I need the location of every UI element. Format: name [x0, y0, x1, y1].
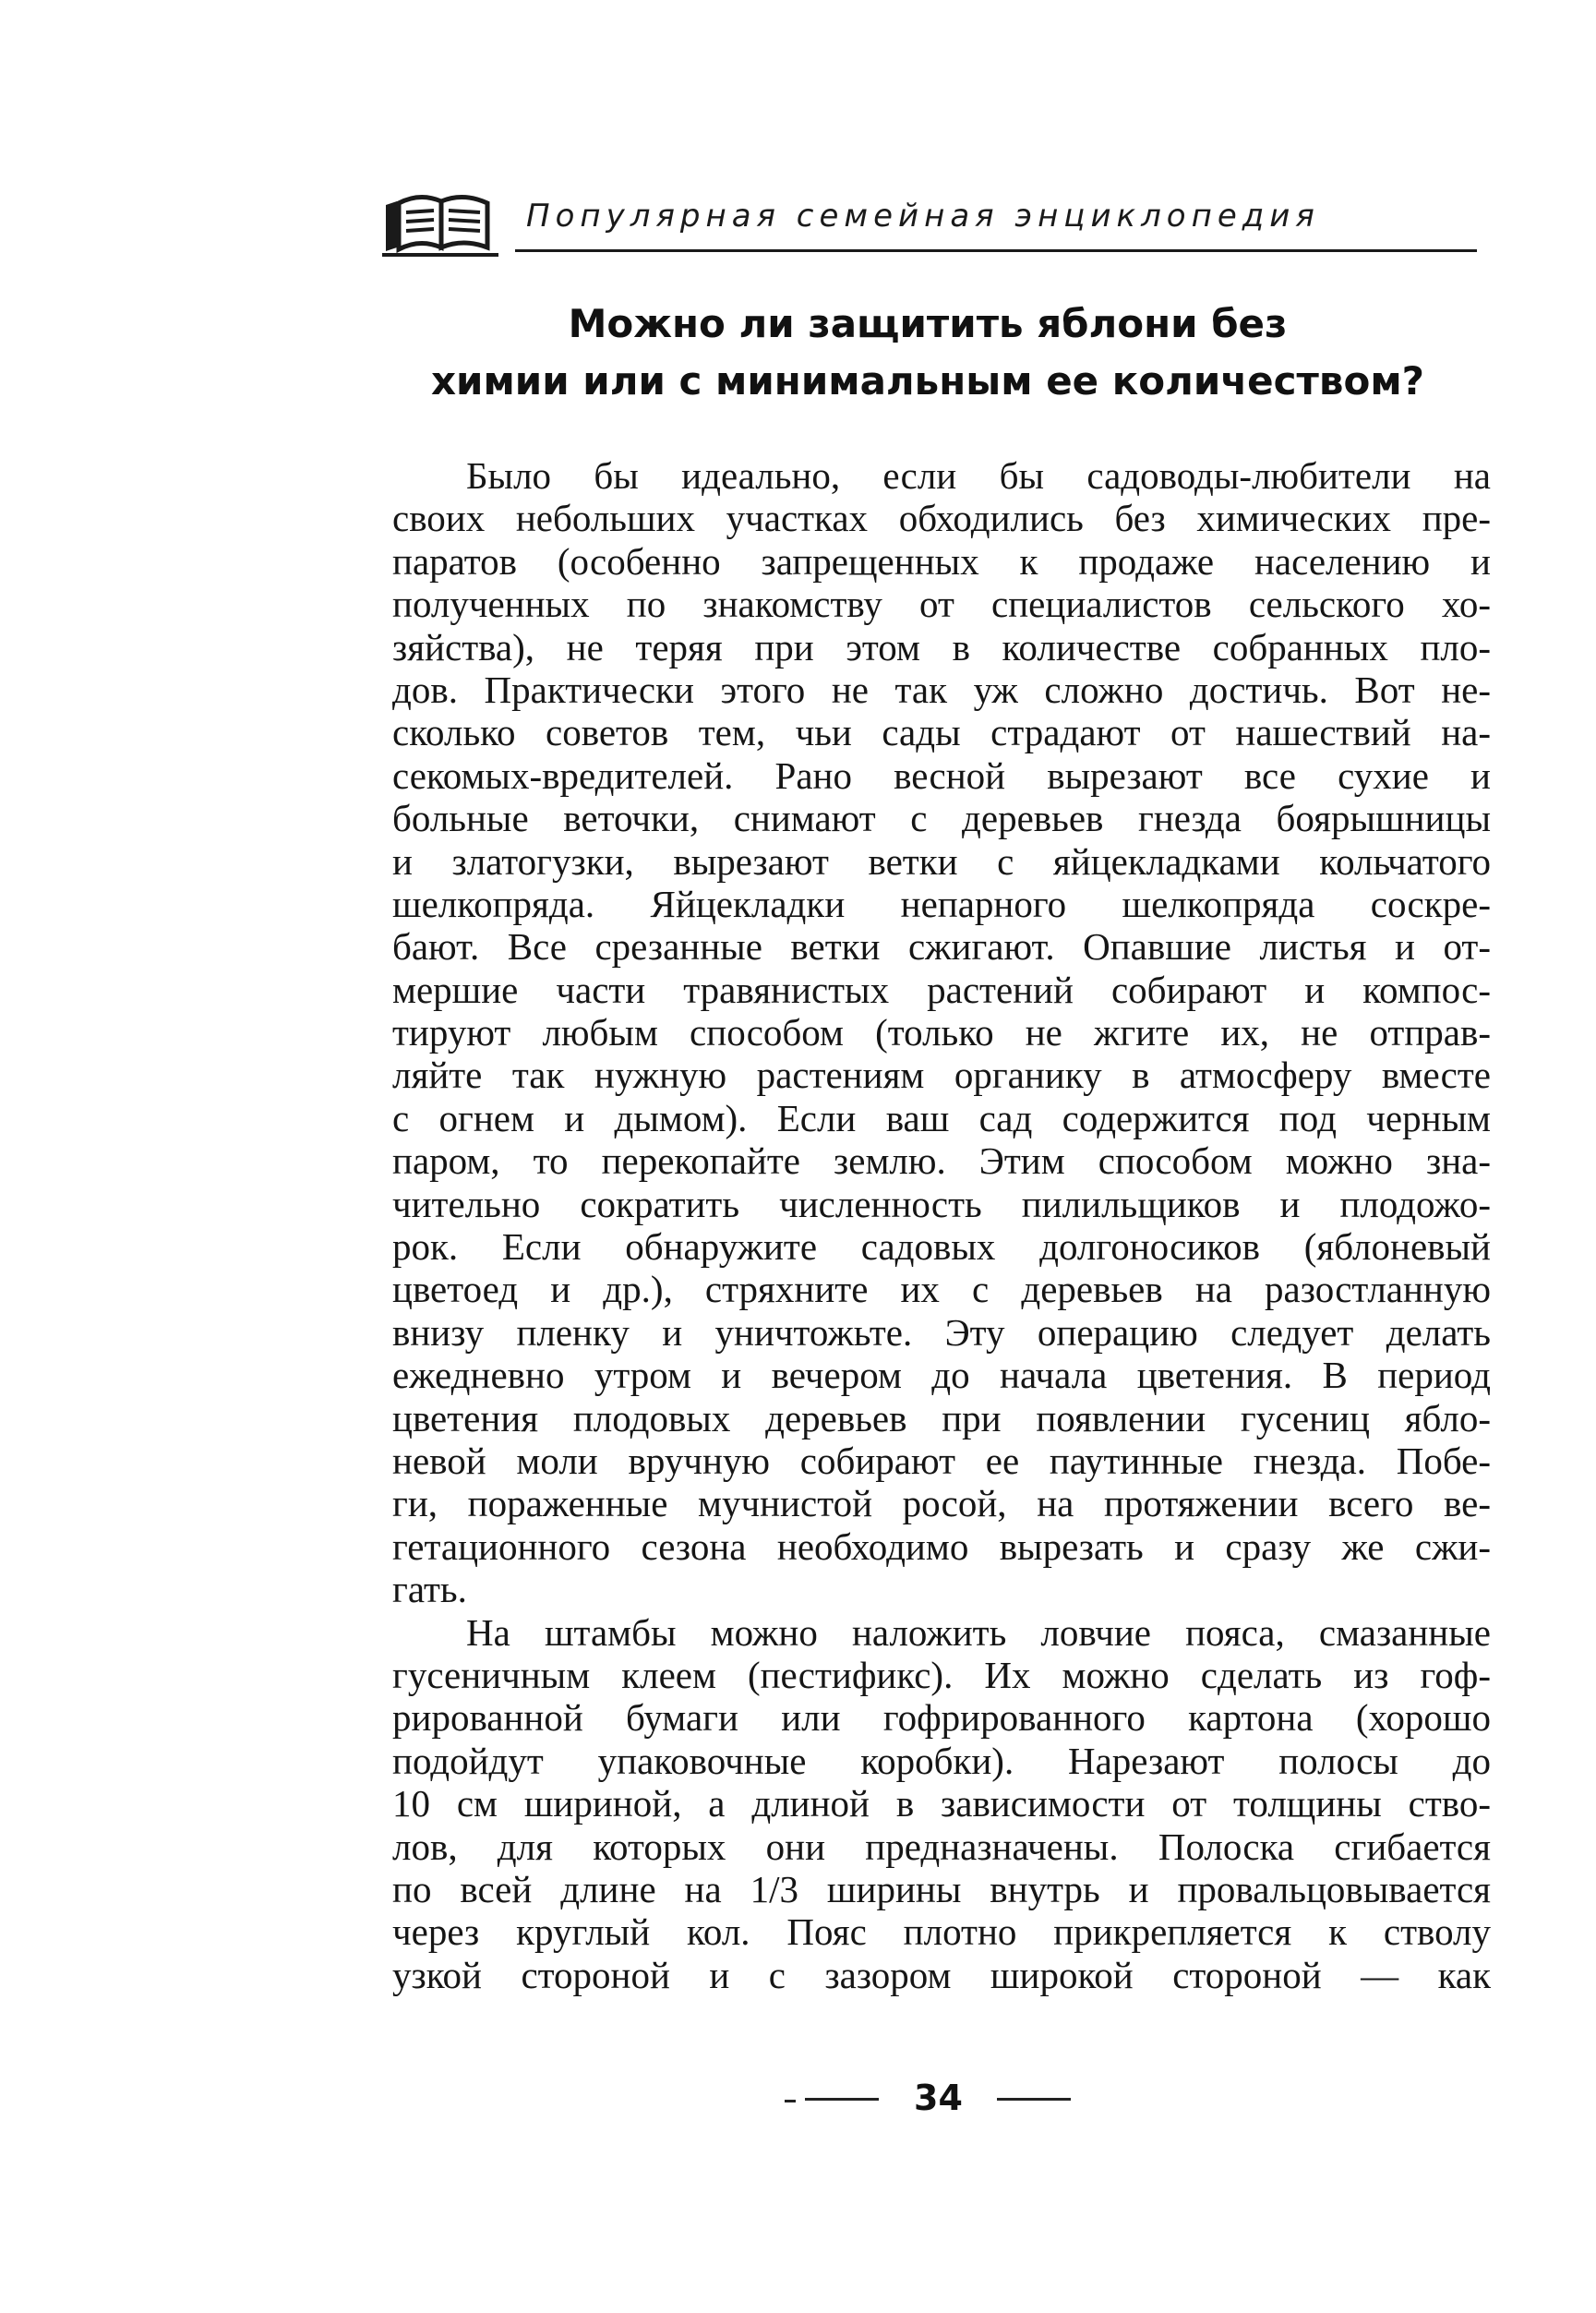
text-line: рированной бумаги или гофрированного картона (хорошо [392, 1696, 1491, 1740]
text-line: 10 см шириной, а длиной в зависимости от толщины ство- [392, 1782, 1491, 1825]
text-line: цветения плодовых деревьев при появлении гусениц ябло- [392, 1396, 1491, 1440]
text-line: полученных по знакомству от специалистов сельского хо- [392, 583, 1491, 626]
text-line: с огнем и дымом). Если ваш сад содержится под черным [392, 1096, 1491, 1139]
text-line: лов, для которых они предназначены. Полоска сгибается [392, 1825, 1491, 1868]
open-book-icon [378, 185, 508, 259]
text-line: невой моли вручную собирают ее паутинные гнезда. Побе- [392, 1439, 1491, 1482]
text-line: тируют любым способом (только не жгите их, не отправ- [392, 1011, 1491, 1054]
footer-dash [997, 2098, 1071, 2101]
text-line: сколько советов тем, чьи сады страдают от нашествий на- [392, 711, 1491, 754]
footer-dash [805, 2098, 879, 2101]
text-line: внизу пленку и уничтожьте. Эту операцию следует делать [392, 1310, 1491, 1354]
article-title [378, 295, 1477, 410]
header-rule [515, 249, 1477, 252]
footer-dash [785, 2100, 796, 2102]
text-line: гусеничным клеем (пестификс). Их можно сделать из гоф- [392, 1653, 1491, 1696]
article-body [392, 454, 1491, 1996]
text-line: подойдут упаковочные коробки). Нарезают полосы до [392, 1739, 1491, 1782]
text-line: гетационного сезона необходимо вырезать и сразу же сжи- [392, 1524, 1491, 1568]
page-footer [785, 2078, 1080, 2124]
text-line: дов. Практически этого не так уж сложно достичь. Вот не- [392, 668, 1491, 711]
text-line: больные веточки, снимают с деревьев гнезда боярышницы [392, 797, 1491, 840]
page-number: 34 [914, 2078, 963, 2118]
text-line: через круглый кол. Пояс плотно прикрепляется к стволу [392, 1910, 1491, 1954]
text-line: своих небольших участках обходились без химических пре- [392, 497, 1491, 540]
text-line: рок. Если обнаружите садовых долгоносиков (яблоневый [392, 1225, 1491, 1269]
text-line: секомых-вредителей. Рано весной вырезают все сухие и [392, 753, 1491, 797]
text-line: мершие части травянистых растений собирают и компос- [392, 968, 1491, 1011]
article-title-line: химии или с минимальным ее количеством? [430, 358, 1425, 404]
text-line: зяйства), не теряя при этом в количестве собранных пло- [392, 625, 1491, 669]
text-line: узкой стороной и с зазором широкой стороной — как [392, 1953, 1491, 1996]
text-line: Было бы идеально, если бы садоводы-любители на [466, 454, 1491, 497]
text-line: по всей длине на 1/3 ширины внутрь и провальцовывается [392, 1867, 1491, 1910]
text-line: ги, пораженные мучнистой росой, на протяжении всего ве- [392, 1482, 1491, 1525]
running-header [378, 185, 1477, 259]
text-line: цветоед и др.), стряхните их с деревьев на разостланную [392, 1268, 1491, 1311]
series-title: Популярная семейная энциклопедия [526, 198, 1320, 235]
text-line: На штамбы можно наложить ловчие пояса, смазанные [466, 1610, 1491, 1654]
text-line: ляйте так нужную растениям органику в атмосферу вместе [392, 1054, 1491, 1097]
text-line: шелкопряда. Яйцекладки непарного шелкопряда соскре- [392, 882, 1491, 925]
text-line: ежедневно утром и вечером до начала цветения. В период [392, 1354, 1491, 1397]
text-line: паратов (особенно запрещенных к продаже населению и [392, 539, 1491, 583]
article-title-line: Можно ли защитить яблони без [568, 301, 1288, 346]
text-line: и златогузки, вырезают ветки с яйцекладками кольчатого [392, 839, 1491, 883]
text-line: чительно сократить численность пилильщиков и плодожо- [392, 1182, 1491, 1225]
text-line: паром, то перекопайте землю. Этим способом можно зна- [392, 1139, 1491, 1183]
text-line: бают. Все срезанные ветки сжигают. Опавшие листья и от- [392, 925, 1491, 969]
text-line: гать. [392, 1568, 467, 1611]
